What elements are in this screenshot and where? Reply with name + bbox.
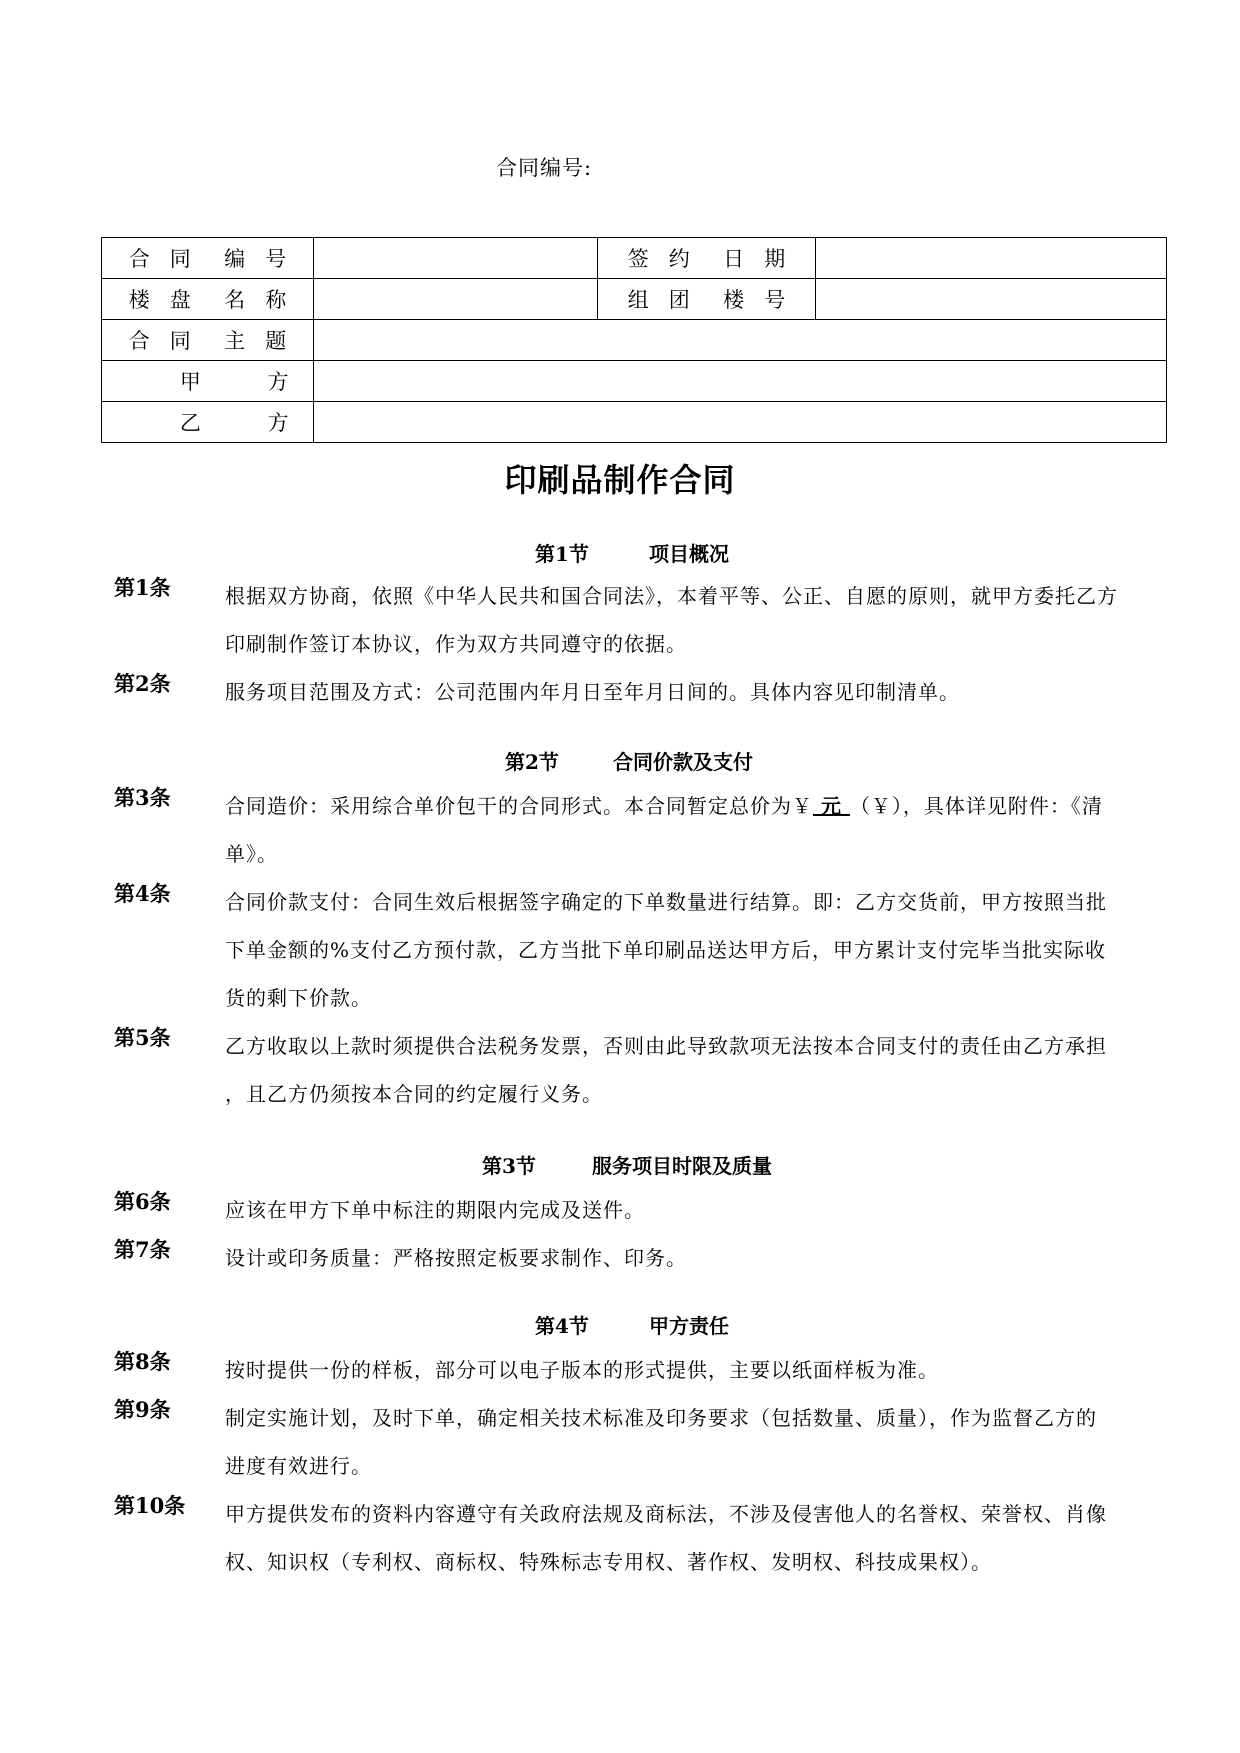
article-number: 第9条 [114,1397,171,1422]
contract-subject-cell-value[interactable] [314,320,1167,361]
property-name-cell-value[interactable] [314,279,598,320]
article-text-segment: （￥），具体详见附件：《清 [849,794,1103,818]
article-number: 第10条 [114,1493,186,1518]
signing-date-cell-value[interactable] [816,238,1167,279]
article-line: 合同价款支付：合同生效后根据签字确定的下单数量进行结算。即：乙方交货前，甲方按照当批 [225,890,1107,914]
article-line: 乙方收取以上款时须提供合法税务发票，否则由此导致款项无法按本合同支付的责任由乙方承担 [225,1034,1107,1058]
contract-amount-blank: 元 [813,794,850,818]
section-number: 第4节 [535,1314,589,1338]
contract-info-table [101,237,1167,443]
party-a-cell-value[interactable] [314,361,1167,402]
article-line: 服务项目范围及方式：公司范围内年月日至年月日间的。具体内容见印制清单。 [225,680,960,704]
contract-number-cell-value[interactable] [314,238,598,279]
section-title: 合同价款及支付 [613,750,753,774]
party-a-cell-label: 甲 方 [102,361,314,402]
article-text [225,1394,1153,1490]
article-text [225,1346,1153,1394]
contract-number-cell-label: 合 同 编 号 [102,238,314,279]
party-b-cell-label: 乙 方 [102,402,314,443]
building-number-cell-value[interactable] [816,279,1167,320]
section-number: 第3节 [482,1154,536,1178]
article-line: 按时提供一份的样板，部分可以电子版本的形式提供，主要以纸面样板为准。 [225,1358,939,1382]
article-line: 制定实施计划，及时下单，确定相关技术标准及印务要求（包括数量、质量），作为监督乙方的 [225,1406,1097,1430]
article-text [225,782,1153,878]
article-line: 货的剩下价款。 [225,986,372,1010]
article-line: ，且乙方仍须按本合同的约定履行义务。 [225,1082,603,1106]
article-number: 第4条 [114,881,171,906]
article-text-segment: 合同造价：采用综合单价包干的合同形式。本合同暂定总价为￥ [225,794,813,818]
article-line [225,782,1153,830]
table-row [102,361,1167,402]
section-number: 第2节 [505,750,559,774]
building-number-cell-label: 组 团 楼 号 [598,279,816,320]
article-text [225,668,1153,716]
article-line: 印刷制作签订本协议，作为双方共同遵守的依据。 [225,632,687,656]
article-text [225,572,1153,668]
article-line: 下单金额的%支付乙方预付款，乙方当批下单印刷品送达甲方后，甲方累计支付完毕当批实际收 [225,938,1107,962]
party-b-cell-value[interactable] [314,402,1167,443]
table-row [102,320,1167,361]
article-number: 第8条 [114,1349,171,1374]
article-text [225,1186,1153,1234]
table-row [102,238,1167,279]
article-text [225,1022,1153,1118]
article-text [225,878,1153,1022]
contract-subject-cell-label: 合 同 主 题 [102,320,314,361]
article-text [225,1234,1153,1282]
table-row [102,402,1167,443]
article-line: 根据双方协商，依照《中华人民共和国合同法》，本着平等、公正、自愿的原则，就甲方委托乙方 [225,584,1118,608]
section-title: 服务项目时限及质量 [592,1154,772,1178]
property-name-cell-label: 楼 盘 名 称 [102,279,314,320]
article-line: 甲方提供发布的资料内容遵守有关政府法规及商标法，不涉及侵害他人的名誉权、荣誉权、肖像 [225,1502,1107,1526]
section-number: 第1节 [535,542,589,566]
document-title: 印刷品制作合同 [504,461,736,499]
article-line: 应该在甲方下单中标注的期限内完成及送件。 [225,1198,645,1222]
section-title: 项目概况 [649,542,729,566]
article-number: 第6条 [114,1189,171,1214]
article-number: 第5条 [114,1025,171,1050]
article-line: 设计或印务质量：严格按照定板要求制作、印务。 [225,1246,687,1270]
article-number: 第2条 [114,671,171,696]
contract-number-label: 合同编号: [496,156,593,180]
article-number: 第1条 [114,575,171,600]
signing-date-cell-label: 签 约 日 期 [598,238,816,279]
article-line: 进度有效进行。 [225,1454,372,1478]
article-number: 第7条 [114,1237,171,1262]
article-text [225,1490,1153,1586]
article-line: 单》。 [225,842,278,866]
article-line: 权、知识权（专利权、商标权、特殊标志专用权、著作权、发明权、科技成果权）。 [225,1550,992,1574]
section-title: 甲方责任 [649,1314,729,1338]
table-row [102,279,1167,320]
article-number: 第3条 [114,785,171,810]
